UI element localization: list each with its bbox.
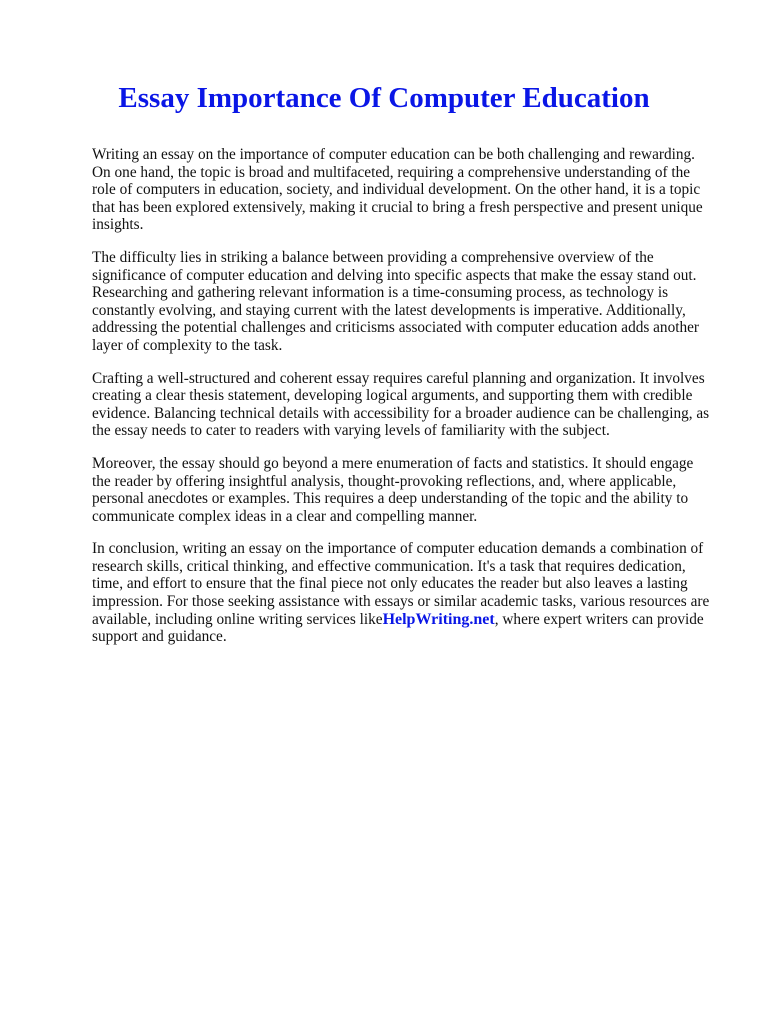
paragraph-5-text-after-link: , where expert writers can provide support and guidance.	[92, 610, 704, 646]
paragraph-5-text-before-link: In conclusion, writing an essay on the importance of computer education demands a combination of research skills, critical thinking, and effective communication. It's a task that requires dedication, time, and effort to ensure that the final piece not only educates the reader but also leaves a lasting impression. For those seeking assistance with essays or similar academic tasks, various resources are available, including online writing services like	[92, 540, 710, 628]
paragraph-4: Moreover, the essay should go beyond a mere enumeration of facts and statistics. It should engage the reader by offering insightful analysis, thought-provoking reflections, and, where applicable, personal anecdotes or examples. This requires a deep understanding of the topic and the ability to communicate complex ideas in a clear and compelling manner.	[92, 454, 694, 525]
paragraph-1: Writing an essay on the importance of computer education can be both challenging and rewarding. On one hand, the topic is broad and multifaceted, requiring a comprehensive understanding of the role of computers in education, society, and individual development. On the other hand, it is a topic that has been explored extensively, making it crucial to bring a fresh perspective and present unique insights.	[92, 146, 703, 234]
paragraph-2: The difficulty lies in striking a balance between providing a comprehensive overview of the significance of computer education and delving into specific aspects that make the essay stand out. Researching and gathering relevant information is a time-consuming process, as technology is constantly evolving, and staying current with the latest developments is imperative. Additionally, addressing the potential challenges and criticisms associated with computer education adds another layer of complexity to the task.	[92, 248, 700, 354]
paragraph-5	[92, 540, 714, 646]
essay-body	[92, 146, 714, 661]
helpwriting-link[interactable]: HelpWriting.net	[382, 610, 495, 628]
page-title: Essay Importance Of Computer Education	[118, 82, 650, 114]
paragraph-3: Crafting a well-structured and coherent essay requires careful planning and organization. It involves creating a clear thesis statement, developing logical arguments, and supporting them with credible evidence. Balancing technical details with accessibility for a broader audience can be challenging, as the essay needs to cater to readers with varying levels of familiarity with the subject.	[92, 369, 710, 440]
